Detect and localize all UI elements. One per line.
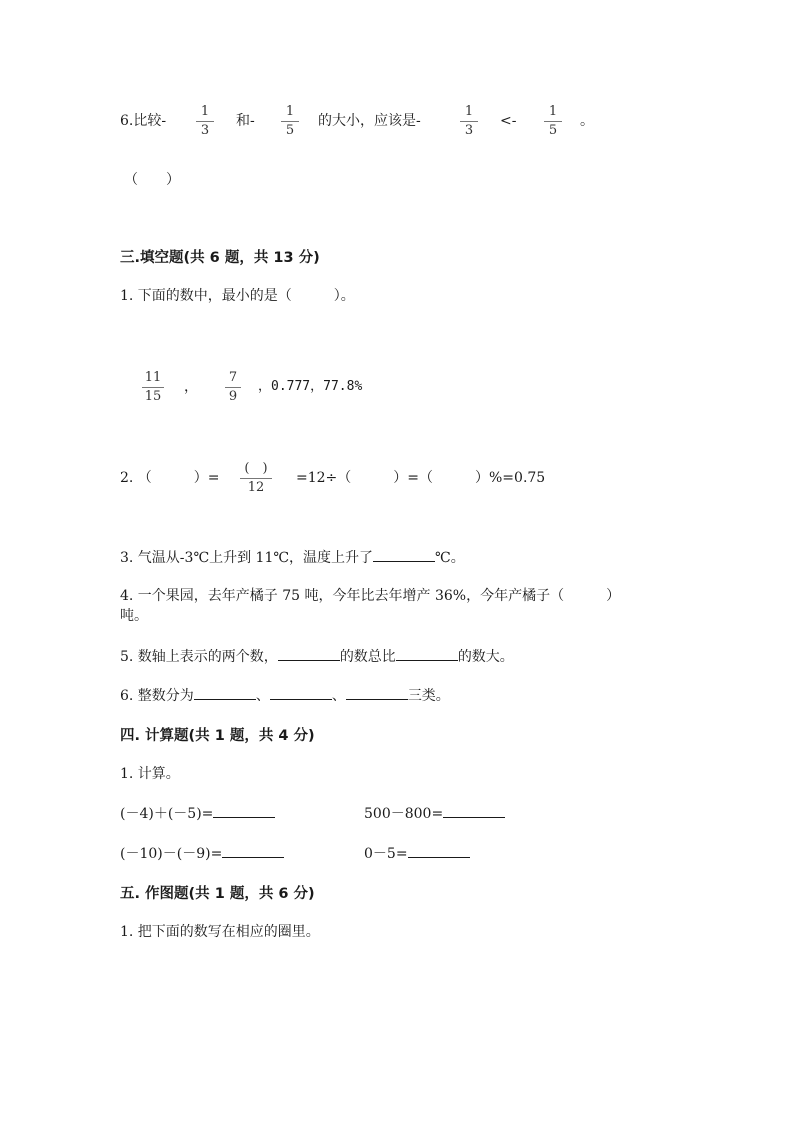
s4-expr-1: (－4)＋(－5)= <box>120 803 275 824</box>
s3-q3-line: 3. 气温从-3℃上升到 11℃，温度上升了 ℃。 <box>120 547 465 568</box>
s3-q5-blank-1[interactable] <box>278 646 340 661</box>
section3-title: 三.填空题(共 6 题，共 13 分) <box>120 250 320 266</box>
q6-less-than: <- <box>500 113 517 129</box>
q6-text-size: 的大小，应该是- <box>318 113 421 129</box>
s3-q3-blank[interactable] <box>373 547 435 562</box>
section4-title: 四. 计算题(共 1 题，共 4 分) <box>120 728 315 744</box>
s3-q1-fraction-2: 7 9 <box>225 370 241 405</box>
section5-title: 五. 作图题(共 1 题，共 6 分) <box>120 886 315 902</box>
s3-q2-part-a: 2. （ ）= <box>120 470 220 486</box>
s3-q1-rest: ，0.777，77.8% <box>258 379 363 394</box>
s3-q6-line: 6. 整数分为 、 、 三类。 <box>120 685 450 706</box>
s4-expr-1-blank[interactable] <box>213 803 275 818</box>
s3-q2-fraction: ( ) 12 <box>240 461 272 496</box>
s5-q1-text: 1. 把下面的数写在相应的圈里。 <box>120 924 320 940</box>
q6-fraction-b-repeat: 1 5 <box>544 104 562 139</box>
s4-q1-text: 1. 计算。 <box>120 766 180 782</box>
s4-expr-2-blank[interactable] <box>443 803 505 818</box>
q6-answer-paren: （ ） <box>124 172 180 188</box>
q6-text-and: 和- <box>236 113 255 129</box>
q6-end-mark: 。 <box>580 113 594 129</box>
s4-expr-4: 0－5= <box>364 843 470 864</box>
s3-q1-sep: ， <box>184 379 198 395</box>
q6-fraction-b: 1 5 <box>281 104 299 139</box>
s3-q4-line2: 吨。 <box>120 608 148 624</box>
s3-q5-line: 5. 数轴上表示的两个数， 的数总比 的数大。 <box>120 646 514 667</box>
q6-text-compare: 比较- <box>133 113 167 129</box>
s4-expr-2: 500－800= <box>364 803 505 824</box>
s3-q6-blank-3[interactable] <box>346 685 408 700</box>
s4-expr-4-blank[interactable] <box>408 843 470 858</box>
s3-q1-text: 1. 下面的数中，最小的是（ ）。 <box>120 288 355 304</box>
q6-judge-line <box>120 111 166 131</box>
q6-fraction-a-repeat: 1 3 <box>460 104 478 139</box>
s3-q1-fraction-1: 11 15 <box>142 370 164 405</box>
s3-q5-blank-2[interactable] <box>396 646 458 661</box>
s3-q4-line1: 4. 一个果园，去年产橘子 75 吨，今年比去年增产 36%，今年产橘子（ ） <box>120 588 621 604</box>
q6-fraction-a: 1 3 <box>196 104 214 139</box>
s3-q2-part-b: =12÷（ ）=（ ）%=0.75 <box>296 470 546 486</box>
s3-q6-blank-2[interactable] <box>270 685 332 700</box>
s4-expr-3: (－10)－(－9)= <box>120 843 284 864</box>
q6-number: 6. <box>120 113 134 129</box>
s3-q6-blank-1[interactable] <box>194 685 256 700</box>
s4-expr-3-blank[interactable] <box>222 843 284 858</box>
